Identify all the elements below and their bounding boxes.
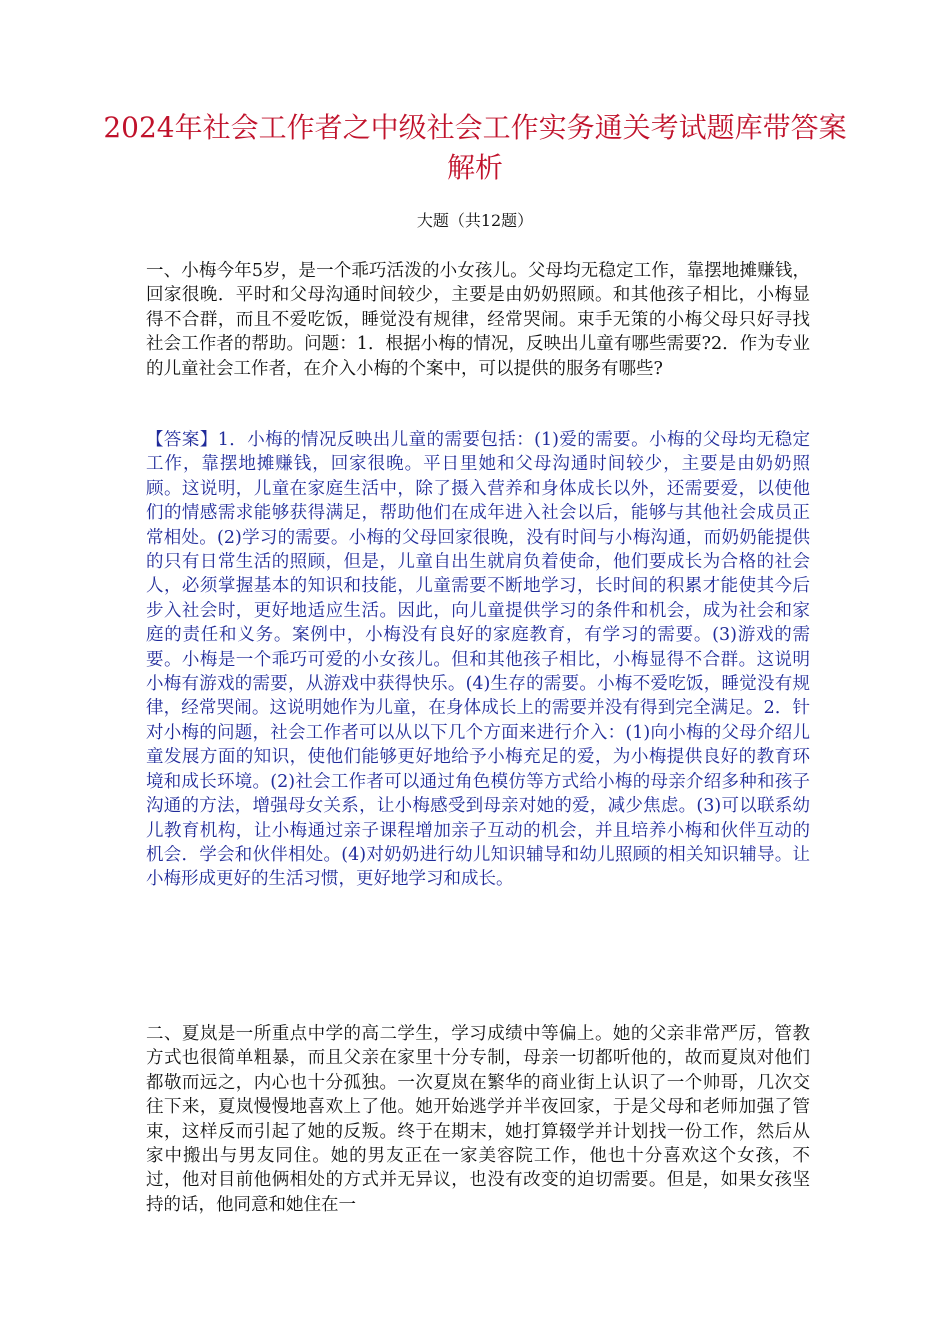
document-title: 2024年社会工作者之中级社会工作实务通关考试题库带答案解析	[103, 111, 847, 184]
question-2: 二、夏岚是一所重点中学的高二学生，学习成绩中等偏上。她的父亲非常严厉，管教方式也很简单粗暴，而且父亲在家里十分专制，母亲一切都听他的，故而夏岚对他们都敬而远之，内心也十分孤独。一次夏岚在繁华的商业街上认识了一个帅哥，几次交往下来，夏岚慢慢地喜欢上了他。她开始逃学并半夜回家，于是父母和老师加强了管束，这样反而引起了她的反叛。终于在期末，她打算辍学并计划找一份工作，然后从家中搬出与男友同住。她的男友正在一家美容院工作，他也十分喜欢这个女孩，不过，他对目前他俩相处的方式并无异议，也没有改变的迫切需要。但是，如果女孩坚持的话，他同意和她住在一	[146, 1024, 810, 1215]
section-heading: 大题（共12题）	[416, 211, 534, 230]
answer-1: 【答案】1．小梅的情况反映出儿童的需要包括：(1)爱的需要。小梅的父母均无稳定工作，靠摆地摊赚钱，回家很晚。平日里她和父母沟通时间较少，主要是由奶奶照顾。这说明，儿童在家庭生活中，除了摄入营养和身体成长以外，还需要爱，以使他们的情感需求能够获得满足，帮助他们在成年进入社会以后，能够与其他社会成员正常相处。(2)学习的需要。小梅的父母回家很晚，没有时间与小梅沟通，而奶奶能提供的只有日常生活的照顾，但是，儿童自出生就肩负着使命，他们要成长为合格的社会人，必须掌握基本的知识和技能，儿童需要不断地学习，长时间的积累才能使其今后步入社会时，更好地适应生活。因此，向儿童提供学习的条件和机会，成为社会和家庭的责任和义务。案例中，小梅没有良好的家庭教育，有学习的需要。(3)游戏的需要。小梅是一个乖巧可爱的小女孩儿。但和其他孩子相比，小梅显得不合群。这说明小梅有游戏的需要，从游戏中获得快乐。(4)生存的需要。小梅不爱吃饭，睡觉没有规律，经常哭闹。这说明她作为儿童，在身体成长上的需要并没有得到完全满足。2．针对小梅的问题，社会工作者可以从以下几个方面来进行介入：(1)向小梅的父母介绍儿童发展方面的知识，使他们能够更好地给予小梅充足的爱，为小梅提供良好的教育环境和成长环境。(2)社会工作者可以通过角色模仿等方式给小梅的母亲介绍多种和孩子沟通的方法，增强母女关系，让小梅感受到母亲对她的爱，减少焦虑。(3)可以联系幼儿教育机构，让小梅通过亲子课程增加亲子互动的机会，并且培养小梅和伙伴互动的机会．学会和伙伴相处。(4)对奶奶进行幼儿知识辅导和幼儿照顾的相关知识辅导。让小梅形成更好的生活习惯，更好地学习和成长。	[146, 430, 810, 890]
question-1: 一、小梅今年5岁，是一个乖巧活泼的小女孩儿。父母均无稳定工作，靠摆地摊赚钱，回家很晚．平时和父母沟通时间较少，主要是由奶奶照顾。和其他孩子相比，小梅显得不合群，而且不爱吃饭，睡觉没有规律，经常哭闹。束手无策的小梅父母只好寻找社会工作者的帮助。问题：1．根据小梅的情况，反映出儿童有哪些需要?2．作为专业的儿童社会工作者，在介入小梅的个案中，可以提供的服务有哪些?	[146, 261, 810, 379]
